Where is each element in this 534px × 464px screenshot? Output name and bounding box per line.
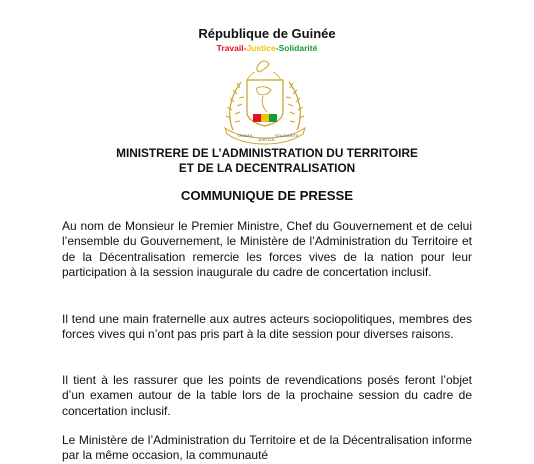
ministry-line-1: MINISTRERE DE L’ADMINISTRATION DU TERRITOIRE [116,146,418,160]
emblem-text-left: TRAVAIL [237,133,254,138]
national-motto [0,43,534,53]
country-title: République de Guinée [198,26,336,41]
emblem-text-center: JUSTICE [258,137,275,142]
ministry-name [0,146,534,176]
coat-of-arms-emblem [217,58,313,146]
motto-justice: Justice [246,43,276,53]
press-release-title: COMMUNIQUE DE PRESSE [180,188,354,203]
paragraph: Il tend une main fraternelle aux autres acteurs sociopolitiques, membres des forces vives qui n’ont pas pris part à la dite session pour diverses raisons. [62,312,472,342]
motto-travail: Travail- [216,43,247,53]
ministry-line-2: ET DE LA DECENTRALISATION [178,161,356,175]
paragraph: Le Ministère de l’Administration du Territoire et de la Décentralisation informe par la même occasion, la communauté [62,433,472,463]
emblem-text-right: SOLIDARITE [275,133,299,138]
paragraph: Il tient à les rassurer que les points de revendications posés feront l’objet d’un examen autour de la table lors de la prochaine session du cadre de concertation inclusif. [62,373,472,418]
paragraph: Au nom de Monsieur le Premier Ministre, Chef du Gouvernement et de celui l’ensemble du Gouvernement, le Ministère de l’Administration du Territoire et de la Décentralisation remercie les forces vives de la nation pour leur participation à la session inaugurale du cadre de concertation inclusif. [62,219,472,280]
motto-solidarite: -Solidarité [275,43,318,53]
